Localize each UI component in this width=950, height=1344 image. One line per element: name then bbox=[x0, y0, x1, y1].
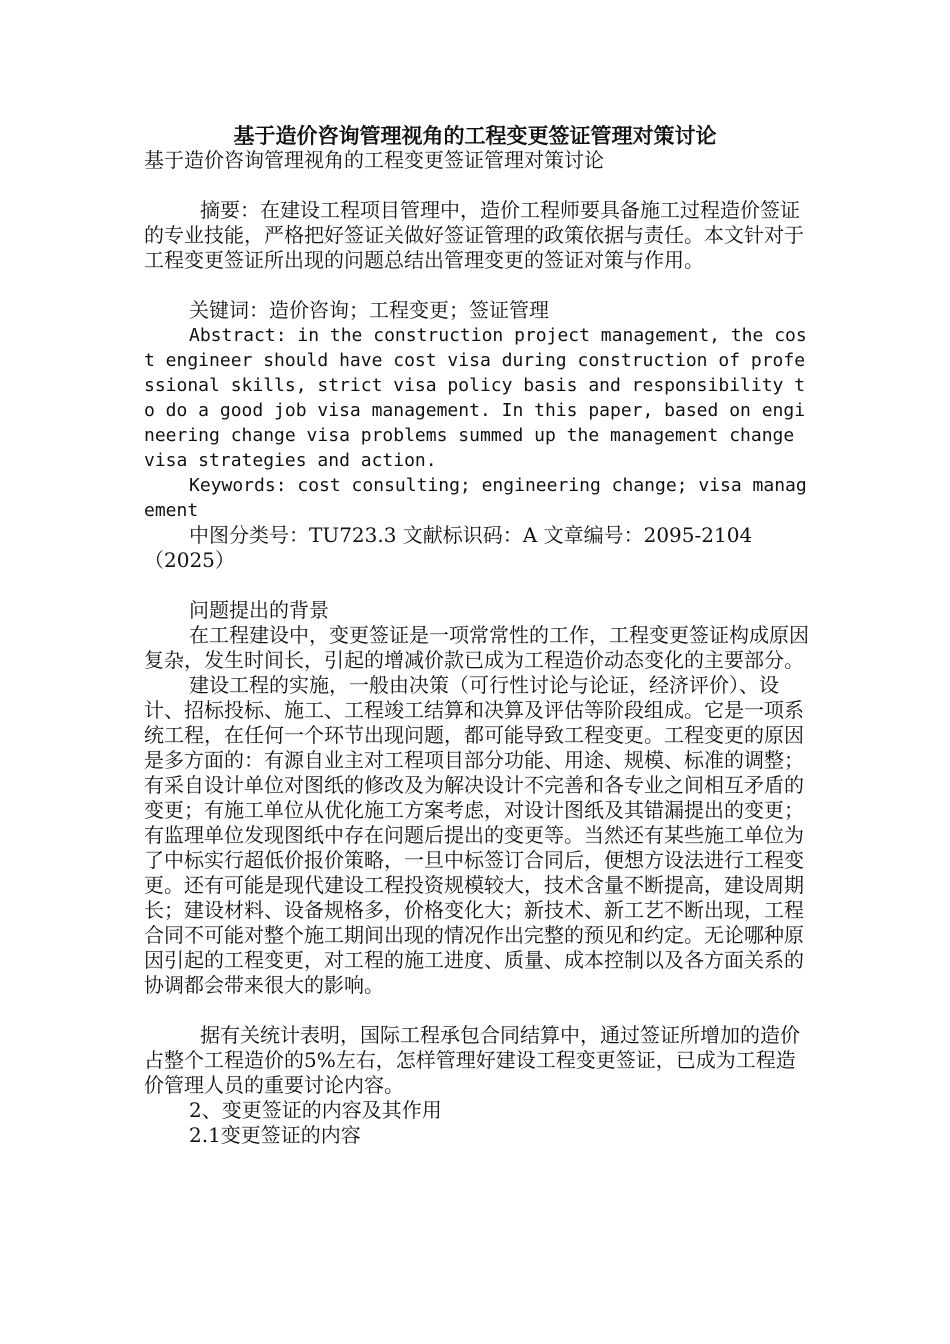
paragraph-1: 在工程建设中，变更签证是一项常常性的工作，工程变更签证构成原因复杂，发生时间长，引起的增减价款已成为工程造价动态变化的主要部分。 bbox=[144, 623, 809, 672]
spacer bbox=[144, 998, 810, 1023]
spacer bbox=[144, 273, 810, 298]
keywords-cn: 关键词：造价咨询；工程变更；签证管理 bbox=[189, 298, 549, 322]
section-heading-background: 问题提出的背景 bbox=[189, 598, 329, 622]
section-heading-2-1: 2.1变更签证的内容 bbox=[189, 1123, 361, 1147]
abstract-en: Abstract: in the construction project management, the cost engineer should have cost visa during construction of professional skills, strict visa policy basis and responsibility to do a good job visa management. In this paper, based on engineering change visa problems summed up the management change visa strategies and action. bbox=[144, 325, 807, 471]
abstract-cn: 摘要：在建设工程项目管理中，造价工程师要具备施工过程造价签证的专业技能，严格把好签证关做好签证管理的政策依据与责任。本文针对于工程变更签证所出现的问题总结出管理变更的签证对策与作用。 bbox=[144, 198, 804, 272]
spacer bbox=[144, 573, 810, 598]
classification-line: 中图分类号：TU723.3 文献标识码：A 文章编号：2095-2104（2025） bbox=[144, 523, 753, 572]
paragraph-2: 建设工程的实施，一般由决策（可行性讨论与论证，经济评价）、设计、招标投标、施工、工程竣工结算和决算及评估等阶段组成。它是一项系统工程，在任何一个环节出现问题，都可能导致工程变更。工程变更的原因是多方面的：有源自业主对工程项目部分功能、用途、规模、标准的调整；有采自设计单位对图纸的修改及为解决设计不完善和各专业之间相互矛盾的变更；有施工单位从优化施工方案考虑，对设计图纸及其错漏提出的变更；有监理单位发现图纸中存在问题后提出的变更等。当然还有某些施工单位为了中标实行超低价报价策略，一旦中标签订合同后，便想方设法进行工程变更。还有可能是现代建设工程投资规模较大，技术含量不断提高，建设周期长；建设材料、设备规格多，价格变化大；新技术、新工艺不断出现，工程合同不可能对整个施工期间出现的情况作出完整的预见和约定。无论哪种原因引起的工程变更，对工程的施工进度、质量、成本控制以及各方面关系的协调都会带来很大的影响。 bbox=[144, 673, 804, 997]
document-title: 基于造价咨询管理视角的工程变更签证管理对策讨论 bbox=[233, 123, 717, 148]
spacer bbox=[144, 173, 810, 198]
paragraph-3: 据有关统计表明，国际工程承包合同结算中，通过签证所增加的造价占整个工程造价的5%左右，怎样管理好建设工程变更签证，已成为工程造价管理人员的重要讨论内容。 bbox=[144, 1023, 800, 1097]
keywords-en: Keywords: cost consulting; engineering change; visa management bbox=[144, 475, 807, 521]
section-heading-2: 2、变更签证的内容及其作用 bbox=[189, 1098, 442, 1122]
document-body bbox=[144, 148, 810, 1148]
document-subtitle: 基于造价咨询管理视角的工程变更签证管理对策讨论 bbox=[144, 148, 604, 172]
